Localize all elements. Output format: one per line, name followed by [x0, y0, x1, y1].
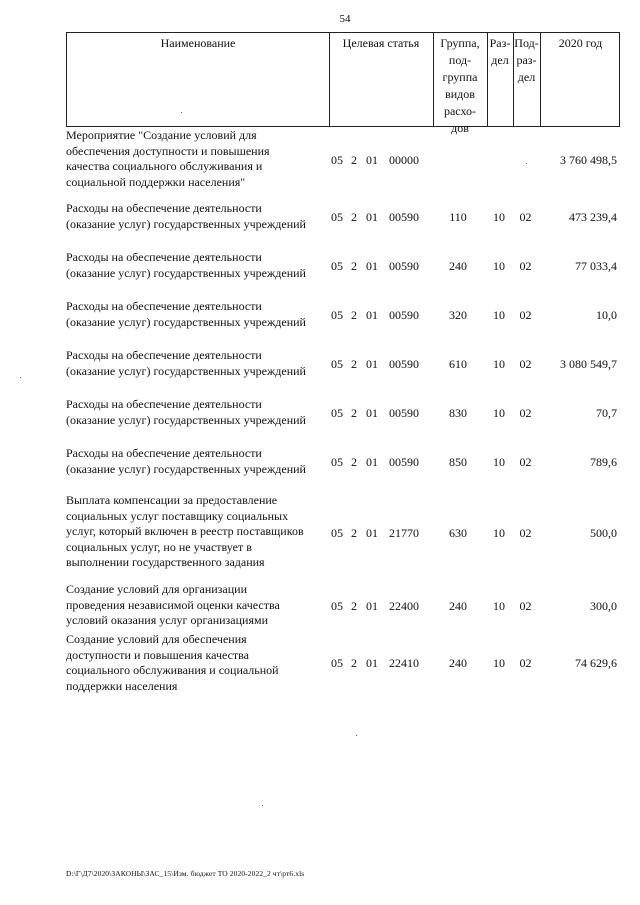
code-pp: 2 — [351, 526, 357, 540]
code-gp: 05 — [331, 656, 343, 670]
code-gp: 05 — [331, 599, 343, 613]
razdel-code: 10 — [493, 259, 505, 273]
code-dir: 22400 — [389, 599, 419, 613]
row-name: Расходы на обеспечение деятельности (оказание услуг) государственных учреждений — [66, 299, 306, 329]
code-gp: 05 — [331, 357, 343, 371]
code-om: 01 — [366, 599, 378, 613]
code-om: 01 — [366, 153, 378, 167]
code-dir: 21770 — [389, 526, 419, 540]
amount: 10,0 — [596, 308, 617, 322]
amount: 473 239,4 — [569, 210, 617, 224]
scan-speck — [262, 805, 263, 806]
row-name: Расходы на обеспечение деятельности (оказание услуг) государственных учреждений — [66, 250, 306, 280]
podrazdel-code: 02 — [519, 357, 532, 371]
code-pp: 2 — [351, 259, 357, 273]
code-gp: 05 — [331, 308, 343, 322]
group-code: 610 — [449, 357, 467, 371]
code-dir: 00590 — [389, 357, 419, 371]
code-pp: 2 — [351, 153, 357, 167]
header-razdel: Раз- дел — [489, 36, 511, 67]
header-podrazdel: Под- раз- дел — [514, 36, 539, 84]
podrazdel-code: 02 — [519, 599, 532, 613]
razdel-code: 10 — [493, 210, 505, 224]
group-code: 240 — [449, 599, 467, 613]
code-dir: 00590 — [389, 406, 419, 420]
file-path-footer: D:\Г\Д7\2020\ЗАКОНЫ\ЗАС_15\Изм. бюджет ТО 2020-2022_2 чт\рт6.xls — [66, 869, 305, 878]
code-om: 01 — [366, 259, 378, 273]
code-om: 01 — [366, 406, 378, 420]
podrazdel-code: 02 — [519, 210, 532, 224]
razdel-code: 10 — [493, 526, 505, 540]
code-dir: 00590 — [389, 210, 419, 224]
group-code: 850 — [449, 455, 467, 469]
code-gp: 05 — [331, 153, 343, 167]
code-om: 01 — [366, 210, 378, 224]
podrazdel-code: 02 — [519, 308, 532, 322]
header-target: Целевая статья — [342, 36, 420, 50]
razdel-code: 10 — [493, 455, 505, 469]
razdel-code: 10 — [493, 656, 505, 670]
row-name: Выплата компенсации за предоставление социальных услуг поставщику социальных услуг, который включен в реестр поставщиков социальных услуг, но не участвует в выполнении государственного задания — [66, 493, 304, 569]
code-pp: 2 — [351, 308, 357, 322]
code-pp: 2 — [351, 406, 357, 420]
row-name: Создание условий для организации проведения независимой оценки качества условий оказания услуг организациями — [66, 582, 280, 627]
podrazdel-code: 02 — [519, 455, 532, 469]
amount: 3 080 549,7 — [560, 357, 617, 371]
code-dir: 00000 — [389, 153, 419, 167]
group-code: 830 — [449, 406, 467, 420]
scan-speck — [20, 377, 21, 378]
code-om: 01 — [366, 308, 378, 322]
code-gp: 05 — [331, 406, 343, 420]
razdel-code: 10 — [493, 308, 505, 322]
amount: 77 033,4 — [575, 259, 617, 273]
amount: 74 629,6 — [575, 656, 617, 670]
podrazdel-code: 02 — [519, 526, 532, 540]
amount: 789,6 — [590, 455, 617, 469]
row-name: Расходы на обеспечение деятельности (оказание услуг) государственных учреждений — [66, 348, 306, 378]
code-pp: 2 — [351, 599, 357, 613]
code-gp: 05 — [331, 210, 343, 224]
razdel-code: 10 — [493, 357, 505, 371]
row-name: Расходы на обеспечение деятельности (оказание услуг) государственных учреждений — [66, 201, 306, 231]
code-pp: 2 — [351, 357, 357, 371]
code-gp: 05 — [331, 526, 343, 540]
code-dir: 00590 — [389, 308, 419, 322]
row-name: Создание условий для обеспечения доступности и повышения качества социального обслуживания и социальной поддержки населения — [66, 632, 279, 693]
group-code: 240 — [449, 259, 467, 273]
page-number: 54 — [339, 13, 351, 25]
code-om: 01 — [366, 656, 378, 670]
code-om: 01 — [366, 357, 378, 371]
amount: 300,0 — [590, 599, 617, 613]
podrazdel-code: 02 — [519, 259, 532, 273]
header-group: Группа, под- группа видов расхо- дов — [440, 36, 480, 135]
code-gp: 05 — [331, 455, 343, 469]
code-pp: 2 — [351, 656, 357, 670]
header-year: 2020 год — [558, 36, 603, 50]
podrazdel-code: 02 — [519, 406, 532, 420]
group-code: 320 — [449, 308, 467, 322]
group-code: 240 — [449, 656, 467, 670]
row-name: Расходы на обеспечение деятельности (оказание услуг) государственных учреждений — [66, 446, 306, 476]
amount: 500,0 — [590, 526, 617, 540]
razdel-code: 10 — [493, 406, 505, 420]
header-name: Наименование — [160, 36, 236, 50]
code-dir: 00590 — [389, 455, 419, 469]
code-om: 01 — [366, 455, 378, 469]
code-dir: 22410 — [389, 656, 419, 670]
scan-speck — [181, 112, 182, 113]
scan-speck — [526, 163, 527, 164]
row-name: Мероприятие "Создание условий для обеспечения доступности и повышения качества социального обслуживания и социальной поддержки населения" — [66, 128, 270, 189]
amount: 70,7 — [596, 406, 617, 420]
razdel-code: 10 — [493, 599, 505, 613]
row-name: Расходы на обеспечение деятельности (оказание услуг) государственных учреждений — [66, 397, 306, 427]
code-gp: 05 — [331, 259, 343, 273]
code-dir: 00590 — [389, 259, 419, 273]
scan-speck — [356, 735, 357, 736]
code-om: 01 — [366, 526, 378, 540]
table-header — [66, 32, 620, 135]
code-pp: 2 — [351, 210, 357, 224]
group-code: 630 — [449, 526, 467, 540]
code-pp: 2 — [351, 455, 357, 469]
group-code: 110 — [449, 210, 467, 224]
amount: 3 760 498,5 — [560, 153, 617, 167]
podrazdel-code: 02 — [519, 656, 532, 670]
